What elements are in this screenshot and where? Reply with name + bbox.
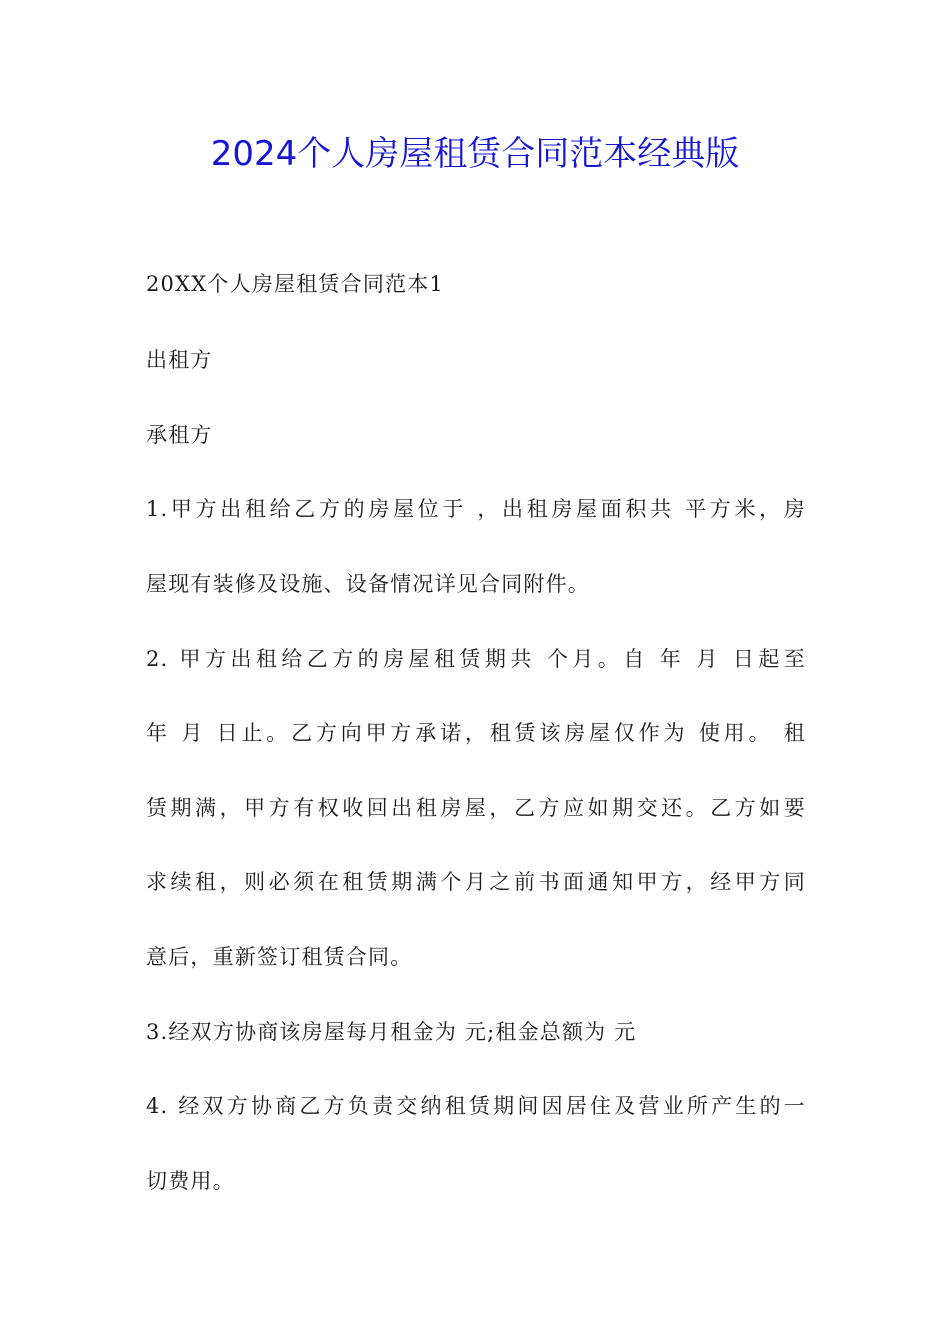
clause-2-line-2: 年 月 日止。乙方向甲方承诺，租赁该房屋仅作为 使用。 租	[146, 721, 806, 745]
clause-1-line-2: 屋现有装修及设施、设备情况详见合同附件。	[146, 572, 590, 596]
section-heading: 20XX个人房屋租赁合同范本1	[146, 272, 444, 296]
clause-2-line-1: 2. 甲方出租给乙方的房屋租赁期共 个月。自 年 月 日起至	[146, 647, 806, 671]
clause-2-line-4: 求续租，则必须在租赁期满个月之前书面通知甲方，经甲方同	[146, 870, 806, 894]
clause-2-line-3: 赁期满，甲方有权收回出租房屋，乙方应如期交还。乙方如要	[146, 796, 806, 820]
clause-2-line-5: 意后，重新签订租赁合同。	[146, 945, 413, 969]
lessor-label: 出租方	[146, 348, 213, 372]
clause-1-line-1: 1.甲方出租给乙方的房屋位于 ，出租房屋面积共 平方米，房	[146, 497, 806, 521]
clause-4-line-1: 4. 经双方协商乙方负责交纳租赁期间因居住及营业所产生的一	[146, 1094, 806, 1118]
clause-3-line-1: 3.经双方协商该房屋每月租金为 元;租金总额为 元	[146, 1020, 637, 1044]
document-title: 2024个人房屋租赁合同范本经典版	[210, 134, 740, 174]
clause-4-line-2: 切费用。	[146, 1169, 235, 1193]
lessee-label: 承租方	[146, 423, 213, 447]
